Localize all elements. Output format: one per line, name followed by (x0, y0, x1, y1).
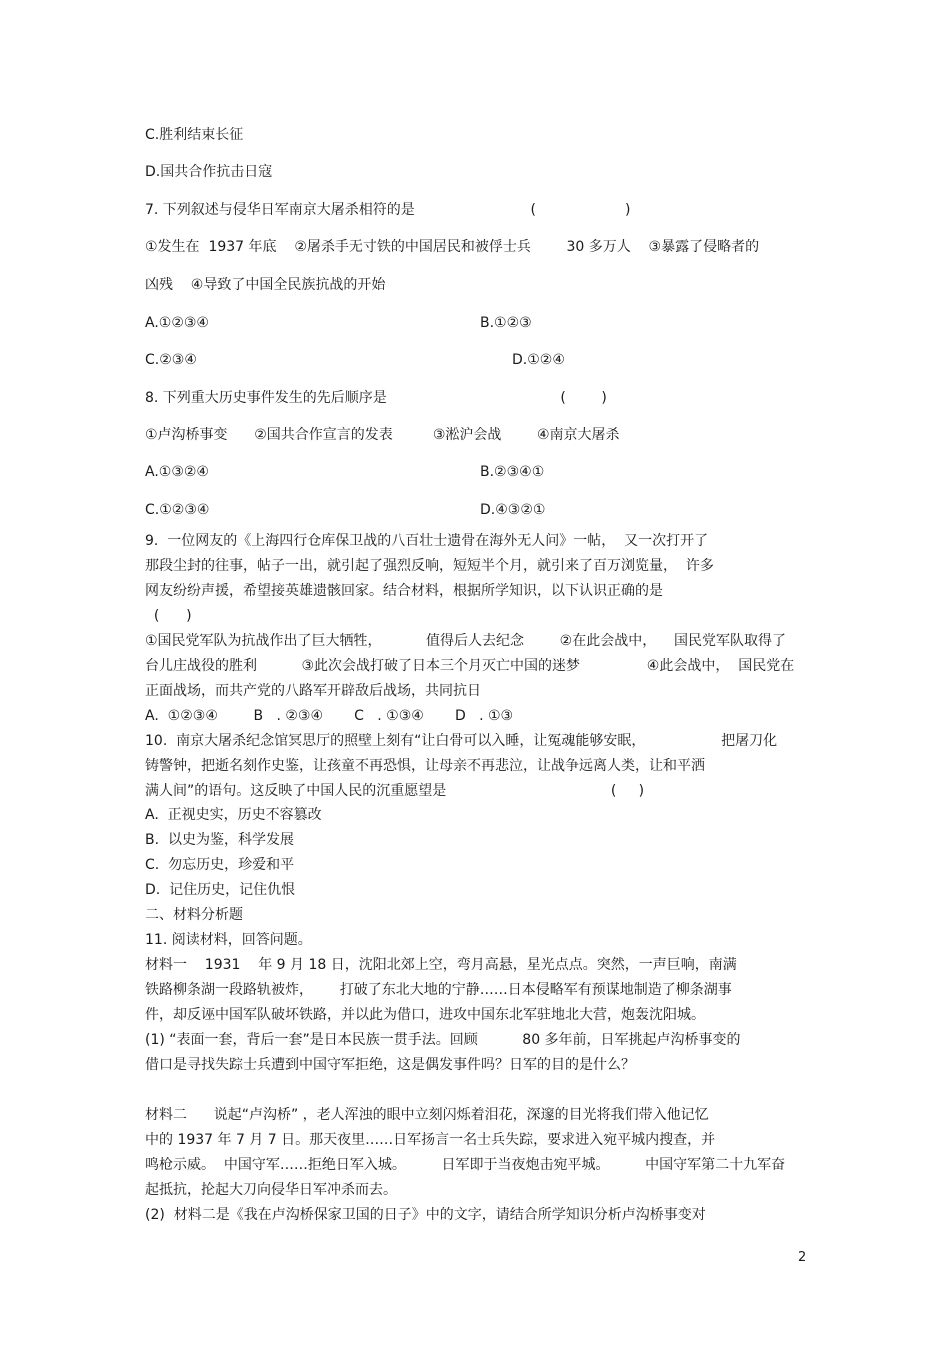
material-2-line: 材料二 说起“卢沟桥” ，老人浑浊的眼中立刻闪烁着泪花，深邃的目光将我们带入他记忆 (145, 1107, 709, 1123)
material-1-line: 铁路柳条湖一段路轨被炸， 打破了东北大地的宁静……日本侵略军有预谋地制造了柳条湖事 (145, 982, 732, 998)
question-10: 10. 南京大屠杀纪念馆冥思厅的照壁上刻有“让白骨可以入睡，让冤魂能够安眠， 把屠刀化 (145, 733, 778, 749)
question-9: 9. 一位网友的《上海四行仓库保卫战的八百壮士遗骨在海外无人问》一帖， 又一次打开了 (145, 533, 709, 549)
question-8-line: ①卢沟桥事变 ②国共合作宣言的发表 ③淞沪会战 ④南京大屠杀 (145, 427, 620, 443)
option-6c: C.胜利结束长征 (145, 127, 244, 143)
sub-question-1: (1) “表面一套，背后一套”是日本民族一贯手法。回顾 80 多年前，日军挑起卢沟桥事变的 (145, 1032, 741, 1048)
options-9: A. ①②③④ B . ②③④ C . ①③④ D . ①③ (145, 708, 514, 724)
option-8a: A.①③②④ (145, 464, 209, 480)
option-6d: D.国共合作抗击日寇 (145, 164, 273, 180)
option-10c: C. 勿忘历史，珍爱和平 (145, 857, 295, 873)
material-1-line: 材料一 1931 年 9 月 18 日，沈阳北郊上空，弯月高悬，星光点点。突然，一声巨响，南满 (145, 957, 737, 973)
page-number: 2 (798, 1250, 807, 1265)
question-7-line: 凶残 ④导致了中国全民族抗战的开始 (145, 277, 386, 293)
sub-question-1-line: 借口是寻找失踪士兵遭到中国守军拒绝，这是偶发事件吗？日军的目的是什么？ (145, 1057, 635, 1073)
option-10d: D. 记住历史，记住仇恨 (145, 882, 296, 898)
option-8d: D.④③②① (480, 502, 546, 518)
sub-question-2: (2) 材料二是《我在卢沟桥保家卫国的日子》中的文字，请结合所学知识分析卢沟桥事变对 (145, 1207, 706, 1223)
option-10a: A. 正视史实，历史不容篡改 (145, 807, 322, 823)
question-9-line: ( ) (145, 608, 192, 624)
material-2-line: 鸣枪示威。 中国守军……拒绝日军入城。 日军即于当夜炮击宛平城。 中国守军第二十九军奋 (145, 1157, 786, 1173)
question-7-line: ①发生在 1937 年底 ②屠杀手无寸铁的中国居民和被俘士兵 30 多万人 ③暴露了侵略者的 (145, 239, 760, 255)
question-9-line: 台儿庄战役的胜利 ③此次会战打破了日本三个月灭亡中国的迷梦 ④此会战中， 国民党在 (145, 658, 795, 674)
option-10b: B. 以史为鉴，科学发展 (145, 832, 294, 848)
question-9-line: 网友纷纷声援，希望接英雄遗骸回家。结合材料，根据所学知识，以下认识正确的是 (145, 583, 663, 599)
material-1-line: 件，却反诬中国军队破坏铁路，并以此为借口，进攻中国东北军驻地北大营，炮轰沈阳城。 (145, 1007, 705, 1023)
option-7c: C.②③④ (145, 352, 197, 368)
question-9-line: 那段尘封的往事，帖子一出，就引起了强烈反响，短短半个月，就引来了百万浏览量， 许多 (145, 558, 714, 574)
option-7b: B.①②③ (480, 315, 532, 331)
option-8b: B.②③④① (480, 464, 545, 480)
material-2-line: 中的 1937 年 7 月 7 日。那天夜里……日军扬言一名士兵失踪，要求进入宛平城内搜查，并 (145, 1132, 716, 1148)
option-8c: C.①②③④ (145, 502, 210, 518)
material-2-line: 起抵抗，抡起大刀向侵华日军冲杀而去。 (145, 1182, 397, 1198)
question-9-line: ①国民党军队为抗战作出了巨大牺牲， 值得后人去纪念 ②在此会战中， 国民党军队取得了 (145, 633, 787, 649)
question-8: 8. 下列重大历史事件发生的先后顺序是 ( ) (145, 390, 607, 406)
question-9-line: 正面战场，而共产党的八路军开辟敌后战场，共同抗日 (145, 683, 481, 699)
question-11: 11. 阅读材料，回答问题。 (145, 932, 312, 948)
section-heading: 二、材料分析题 (145, 907, 243, 923)
question-7: 7. 下列叙述与侵华日军南京大屠杀相符的是 ( ) (145, 202, 631, 218)
question-10-line: 铸警钟，把逝名刻作史鉴，让孩童不再恐惧，让母亲不再悲泣，让战争远离人类，让和平洒 (145, 758, 705, 774)
option-7d: D.①②④ (512, 352, 565, 368)
question-10-line: 满人间”的语句。这反映了中国人民的沉重愿望是 ( ) (145, 783, 645, 799)
option-7a: A.①②③④ (145, 315, 209, 331)
